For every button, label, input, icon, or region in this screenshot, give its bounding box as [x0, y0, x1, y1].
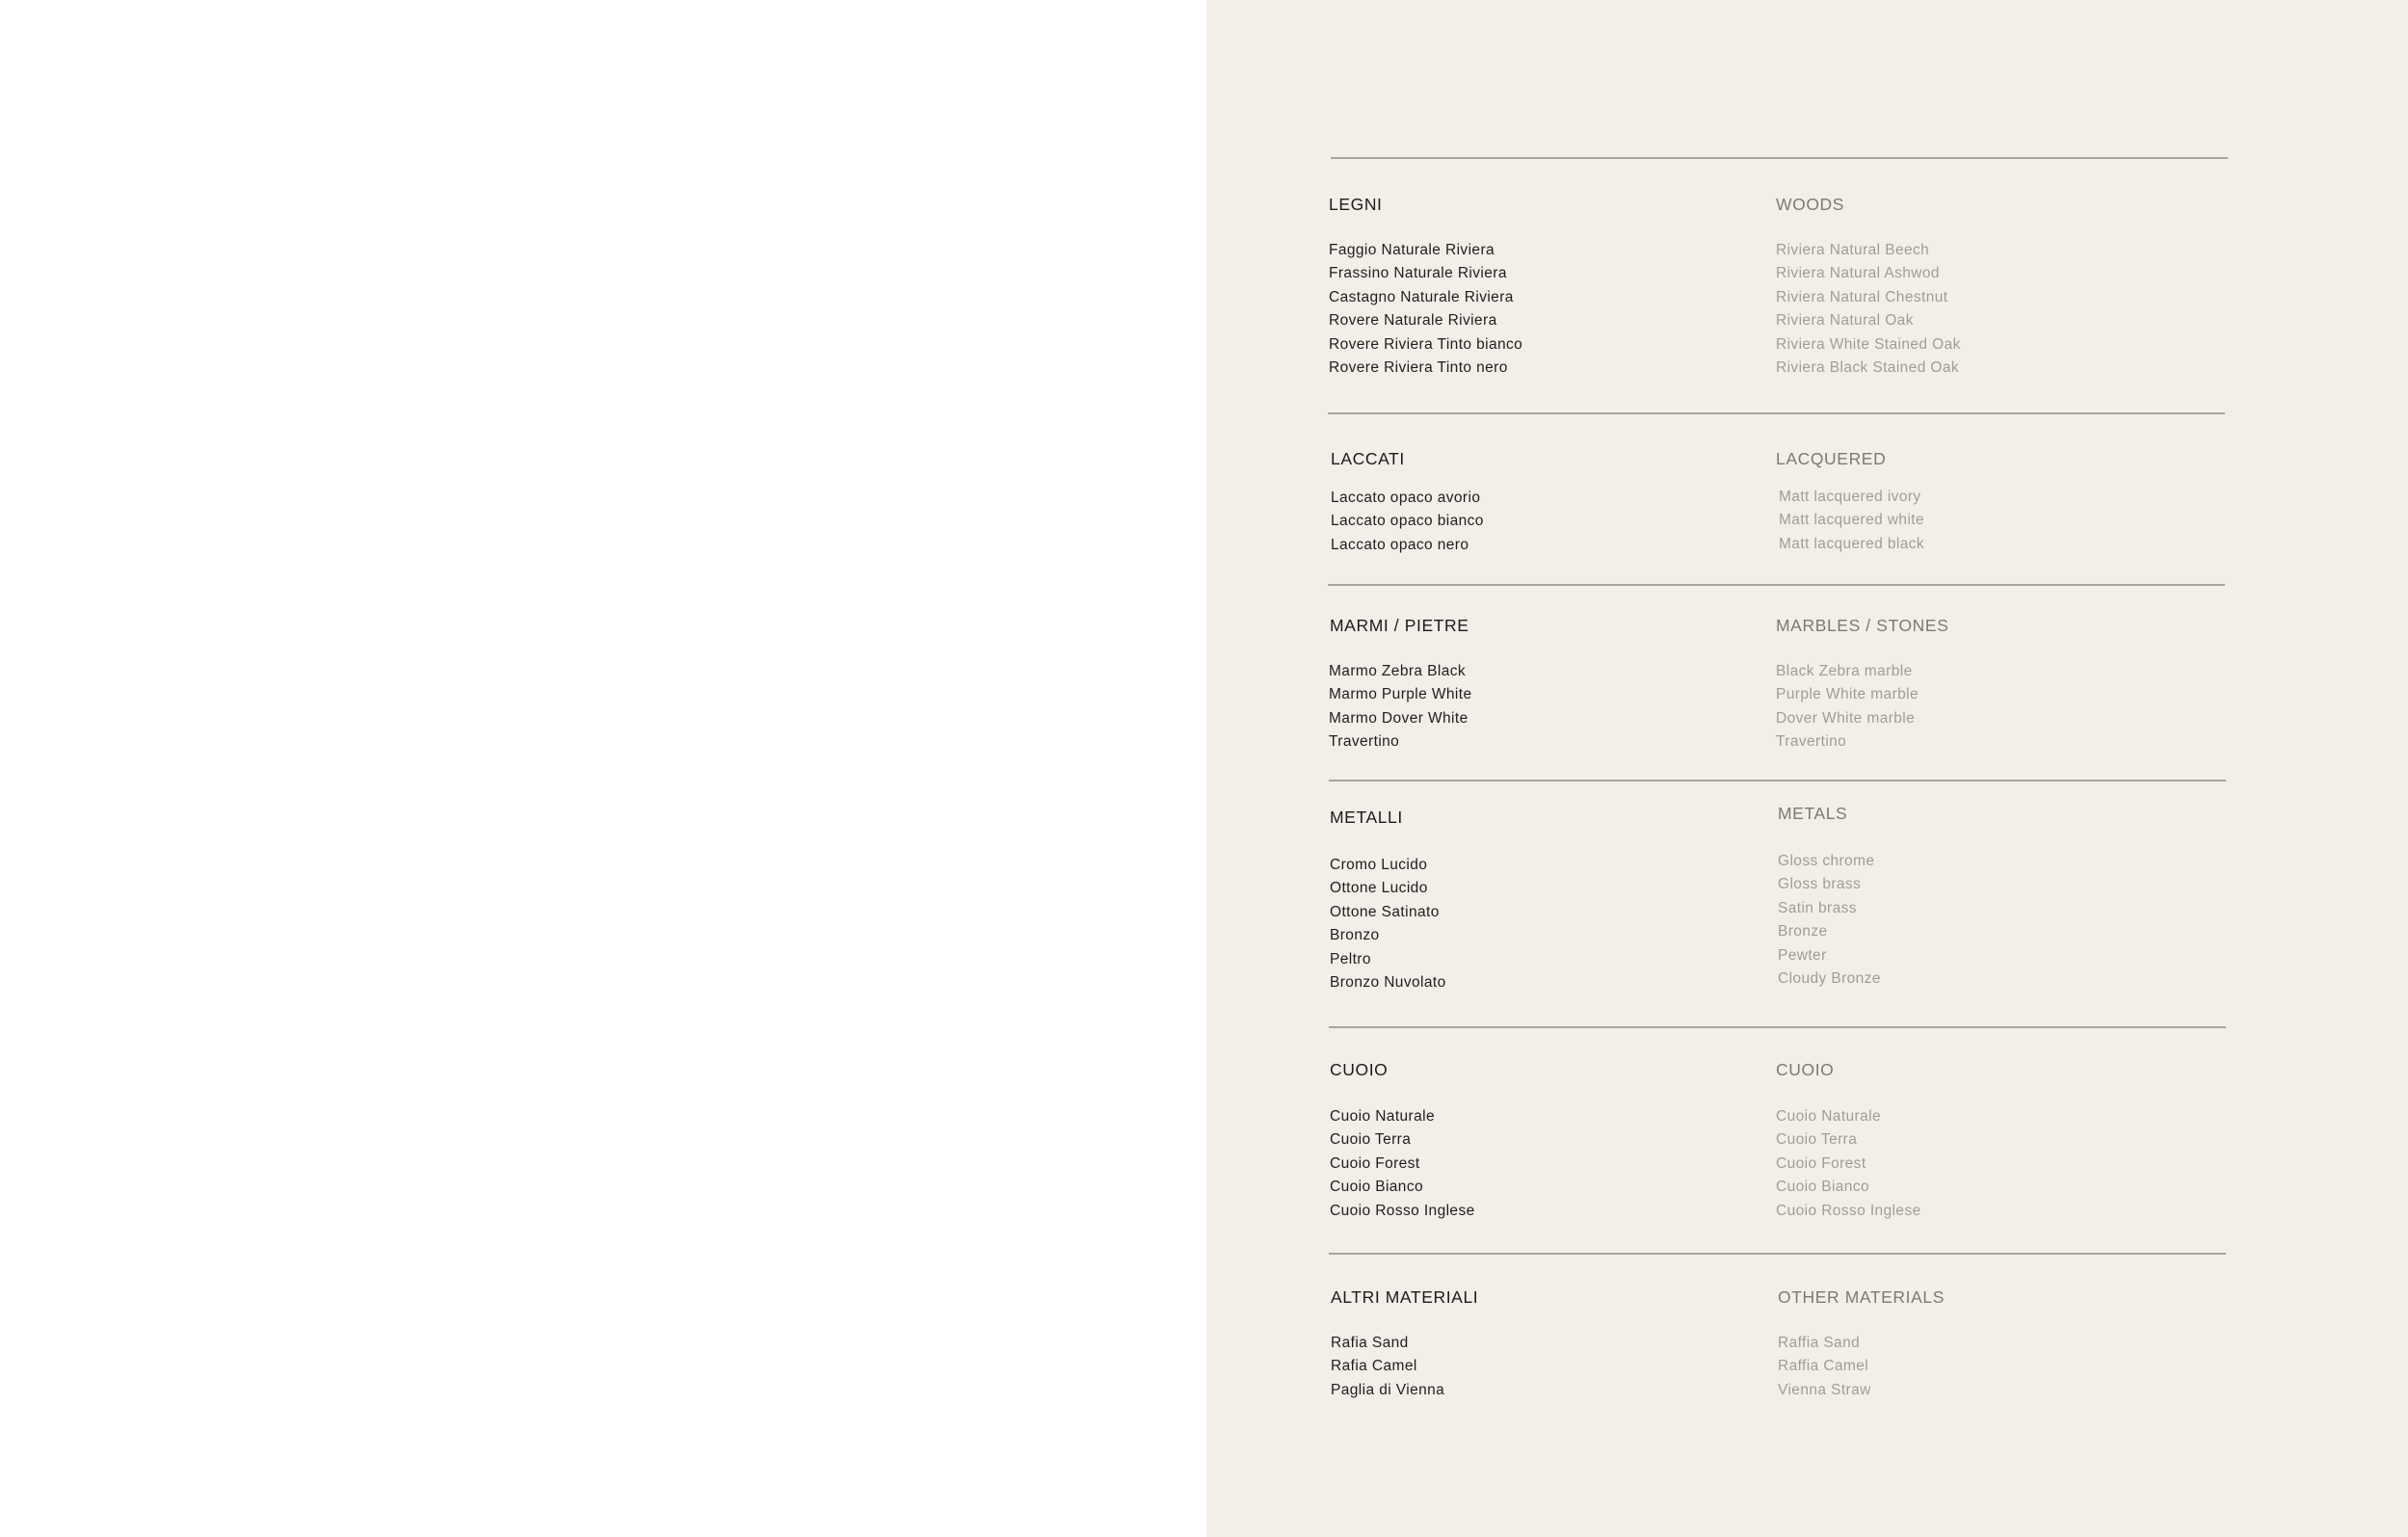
list-item: Travertino — [1776, 733, 1847, 751]
list-item: Rafia Sand — [1331, 1335, 1409, 1351]
section-heading-en: OTHER MATERIALS — [1778, 1287, 1945, 1307]
list-item: Laccato opaco avorio — [1331, 490, 1481, 506]
section-heading-it: LEGNI — [1329, 195, 1383, 214]
list-item: Laccato opaco nero — [1331, 536, 1469, 553]
section-heading-en: LACQUERED — [1776, 449, 1887, 468]
list-item: Cuoio Rosso Inglese — [1330, 1202, 1475, 1219]
italian-column — [1330, 1058, 1475, 1223]
list-item: Cuoio Terra — [1776, 1131, 1858, 1149]
list-item: Cuoio Forest — [1330, 1154, 1420, 1172]
section-heading-it: METALLI — [1330, 808, 1403, 827]
material-list-en — [1778, 850, 1881, 991]
italian-column — [1330, 806, 1446, 994]
section-heading-it: CUOIO — [1330, 1060, 1389, 1079]
list-item: Matt lacquered ivory — [1779, 489, 1921, 505]
material-list-it — [1329, 660, 1471, 755]
list-item: Dover White marble — [1776, 709, 1916, 727]
list-item: Satin brass — [1778, 899, 1857, 916]
italian-column — [1330, 614, 1471, 755]
list-item: Gloss chrome — [1778, 853, 1875, 869]
list-item: Raffia Sand — [1778, 1335, 1861, 1351]
list-item: Paglia di Vienna — [1331, 1381, 1445, 1398]
list-item: Black Zebra marble — [1776, 663, 1913, 679]
list-item: Cromo Lucido — [1330, 857, 1428, 873]
section-heading-en: WOODS — [1776, 195, 1845, 214]
list-item: Cuoio Bianco — [1330, 1179, 1423, 1196]
list-item: Frassino Naturale Riviera — [1329, 265, 1507, 282]
list-item: Travertino — [1329, 733, 1400, 751]
english-column — [1778, 802, 1881, 991]
section-heading-it: MARMI / PIETRE — [1330, 616, 1469, 635]
list-item: Rovere Naturale Riviera — [1329, 312, 1497, 330]
italian-column — [1329, 193, 1522, 380]
list-item: Riviera Natural Oak — [1776, 312, 1914, 330]
list-item: Laccato opaco bianco — [1331, 513, 1484, 530]
english-column — [1776, 447, 1924, 556]
list-item: Matt lacquered black — [1779, 535, 1925, 552]
list-item: Rovere Riviera Tinto bianco — [1329, 335, 1523, 353]
material-list-it — [1329, 239, 1522, 380]
section-divider — [1331, 157, 2228, 159]
section-heading-it: ALTRI MATERIALI — [1331, 1287, 1479, 1307]
list-item: Purple White marble — [1776, 686, 1919, 703]
list-item: Ottone Satinato — [1330, 903, 1440, 920]
list-item: Cuoio Forest — [1776, 1154, 1866, 1172]
section-divider — [1329, 780, 2226, 782]
list-item: Riviera Natural Beech — [1776, 242, 1930, 258]
section-heading-it: LACCATI — [1331, 449, 1405, 468]
list-item: Cuoio Naturale — [1330, 1108, 1435, 1125]
list-item: Bronze — [1778, 923, 1828, 941]
list-item: Cuoio Naturale — [1776, 1108, 1881, 1125]
list-item: Marmo Purple White — [1329, 686, 1472, 703]
list-item: Bronzo Nuvolato — [1330, 973, 1446, 991]
section-divider — [1329, 1253, 2226, 1255]
list-item: Cuoio Terra — [1330, 1131, 1412, 1149]
italian-column — [1331, 447, 1484, 557]
list-item: Cloudy Bronze — [1778, 969, 1881, 987]
material-list-it — [1331, 487, 1484, 557]
section-heading-en: MARBLES / STONES — [1776, 616, 1949, 635]
list-item: Raffia Camel — [1778, 1358, 1869, 1375]
material-list-en — [1776, 660, 1948, 755]
material-list-en — [1776, 239, 1961, 380]
list-item: Vienna Straw — [1778, 1381, 1871, 1398]
english-column — [1776, 1058, 1921, 1223]
list-item: Bronzo — [1330, 927, 1380, 944]
list-item: Rovere Riviera Tinto nero — [1329, 358, 1508, 376]
section-heading-en: METALS — [1778, 804, 1848, 823]
list-item: Cuoio Rosso Inglese — [1776, 1202, 1921, 1219]
material-list-en — [1776, 1105, 1921, 1223]
list-item: Marmo Dover White — [1329, 709, 1469, 727]
list-item: Cuoio Bianco — [1776, 1179, 1869, 1196]
english-column — [1776, 193, 1961, 380]
list-item: Castagno Naturale Riviera — [1329, 288, 1514, 305]
list-item: Gloss brass — [1778, 876, 1862, 893]
section-divider — [1328, 584, 2225, 586]
material-list-it — [1330, 1105, 1475, 1223]
list-item: Peltro — [1330, 950, 1371, 967]
list-item: Riviera Natural Chestnut — [1776, 288, 1948, 305]
english-column — [1776, 614, 1948, 755]
list-item: Ottone Lucido — [1330, 880, 1428, 897]
list-item: Rafia Camel — [1331, 1358, 1417, 1375]
section-divider — [1328, 412, 2225, 414]
list-item: Riviera Natural Ashwod — [1776, 265, 1940, 282]
list-item: Riviera White Stained Oak — [1776, 335, 1961, 353]
english-column — [1778, 1285, 1945, 1402]
list-item: Riviera Black Stained Oak — [1776, 358, 1960, 376]
section-heading-en: CUOIO — [1776, 1060, 1835, 1079]
section-divider — [1329, 1026, 2226, 1028]
material-list-en — [1779, 486, 1924, 556]
material-list-it — [1331, 1332, 1478, 1402]
list-item: Faggio Naturale Riviera — [1329, 242, 1495, 258]
italian-column — [1331, 1285, 1478, 1402]
list-item: Marmo Zebra Black — [1329, 663, 1467, 679]
list-item: Matt lacquered white — [1779, 512, 1925, 529]
material-list-it — [1330, 854, 1446, 994]
material-list-en — [1778, 1332, 1945, 1402]
list-item: Pewter — [1778, 946, 1827, 964]
